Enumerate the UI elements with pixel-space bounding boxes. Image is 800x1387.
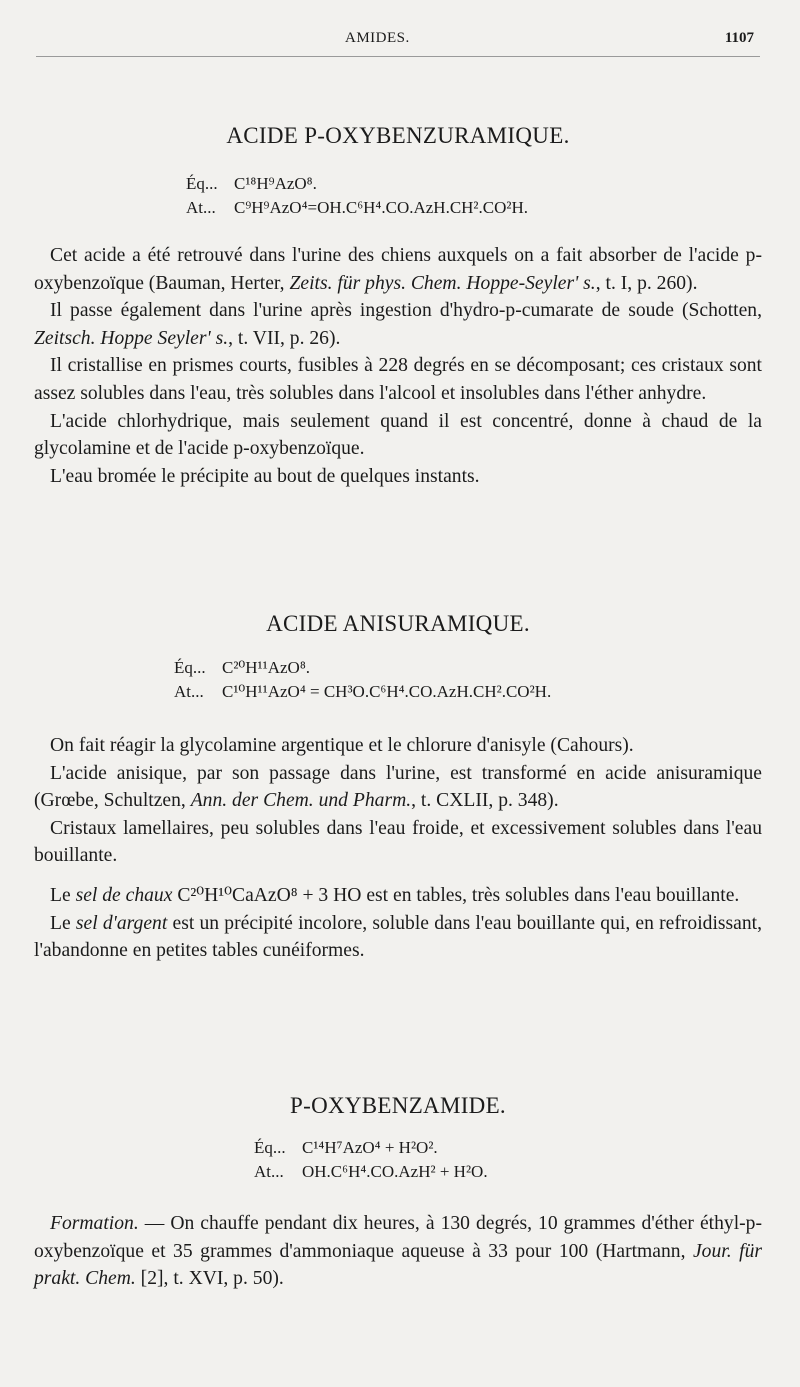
formula-eq (254, 1136, 762, 1160)
formula-at (254, 1160, 762, 1184)
formula-label: Éq... (254, 1138, 286, 1157)
formula-value: C¹⁴H⁷AzO⁴ + H²O². (302, 1138, 438, 1157)
formula-label: Éq... (186, 174, 218, 193)
section-title: ACIDE ANISURAMIQUE. (266, 611, 530, 636)
section-p-oxybenzuramique (34, 122, 762, 490)
paragraph (34, 882, 762, 910)
text-run: L'acide anisique, par son passage dans l'urine, est transformé en acide anisuramique (Grœbe, Schultzen, (34, 762, 762, 812)
text-run: — On chauffe pendant dix heures, à 130 degrés, 10 grammes d'éther éthyl-p-oxybenzoïque et 35 grammes d'ammoniaque aqueuse à 33 pour 100 (Hartmann, (34, 1213, 762, 1262)
running-title: AMIDES. (345, 30, 410, 46)
paragraph: L'eau bromée le précipite au bout de quelques instants. (50, 465, 480, 487)
paragraph (34, 242, 762, 297)
page-number: 1107 (724, 30, 754, 46)
formula-label: At... (254, 1162, 284, 1181)
text-run: , t. I, p. 260). (595, 272, 698, 294)
citation: Zeitsch. Hoppe Seyler' s. (34, 327, 229, 349)
formula-eq (174, 656, 762, 680)
text-run: , t. CXLII, p. 348). (411, 790, 559, 812)
citation: Jour. für prakt. Chem. (34, 1240, 762, 1290)
section-title: P-OXYBENZAMIDE. (290, 1093, 506, 1118)
citation: Ann. der Chem. und Pharm. (190, 790, 412, 812)
section-title: ACIDE P-OXYBENZURAMIQUE. (226, 123, 570, 148)
formula-value: C¹⁸H⁹AzO⁸. (234, 174, 317, 193)
formula-label: Éq... (174, 658, 206, 677)
paragraph: Il cristallise en prismes courts, fusibles à 228 degrés en se décomposant; ces cristaux sont assez solubles dans l'eau, très solubles dans l'alcool et insolubles dans l'éther anhydre. (34, 355, 762, 404)
paragraph: L'acide chlorhydrique, mais seulement quand il est concentré, donne à chaud de la glycolamine et de l'acide p-oxybenzoïque. (34, 410, 762, 460)
paragraph: Cristaux lamellaires, peu solubles dans l'eau froide, et excessivement solubles dans l'eau bouillante. (34, 817, 762, 867)
paragraph (34, 1210, 762, 1293)
paragraph: On fait réagir la glycolamine argentique et le chlorure d'anisyle (Cahours). (50, 735, 634, 756)
formula-value: C¹⁰H¹¹AzO⁴ = CH³O.C⁶H⁴.CO.AzH.CH².CO²H. (222, 682, 552, 701)
formula-value: C⁹H⁹AzO⁴=OH.C⁶H⁴.CO.AzH.CH².CO²H. (234, 198, 529, 217)
paragraph (34, 910, 762, 965)
term: sel d'argent (75, 912, 168, 934)
formula-value: C²⁰H¹¹AzO⁸. (222, 658, 310, 677)
text-run: [2], t. XVI, p. 50). (135, 1268, 284, 1290)
text-run: est un précipité incolore, soluble dans l'eau bouillante qui, en refroidissant, l'abandonne en petites tables cunéiformes. (34, 912, 762, 962)
paragraph (34, 760, 762, 815)
text-run: C²⁰H¹⁰CaAzO⁸ + 3 HO est en tables, très solubles dans l'eau bouillante. (172, 884, 740, 906)
citation: Zeits. für phys. Chem. Hoppe-Seyler' s. (289, 272, 596, 294)
text-run: Le (50, 912, 76, 934)
formula-value: OH.C⁶H⁴.CO.AzH² + H²O. (302, 1162, 488, 1181)
subheading: Formation. (50, 1213, 139, 1234)
running-head (0, 30, 800, 54)
term: sel de chaux (75, 884, 173, 906)
text-run: , t. VII, p. 26). (228, 327, 341, 349)
formula-label: At... (174, 682, 204, 701)
formula-eq (186, 172, 762, 196)
text-run: Le (50, 884, 76, 906)
formula-at (174, 680, 762, 704)
section-p-oxybenzamide (34, 1092, 762, 1293)
header-rule (36, 56, 760, 57)
paragraph (34, 297, 762, 352)
formula-at (186, 196, 762, 220)
formula-label: At... (186, 198, 216, 217)
section-anisuramique (34, 610, 762, 965)
text-run: Il passe également dans l'urine après ingestion d'hydro-p-cumarate de soude (Schotten, (50, 300, 762, 322)
text-run: Cet acide a été retrouvé dans l'urine des chiens auxquels on a fait absorber de l'acide p-oxybenzoïque (Bauman, Herter, (34, 245, 762, 294)
